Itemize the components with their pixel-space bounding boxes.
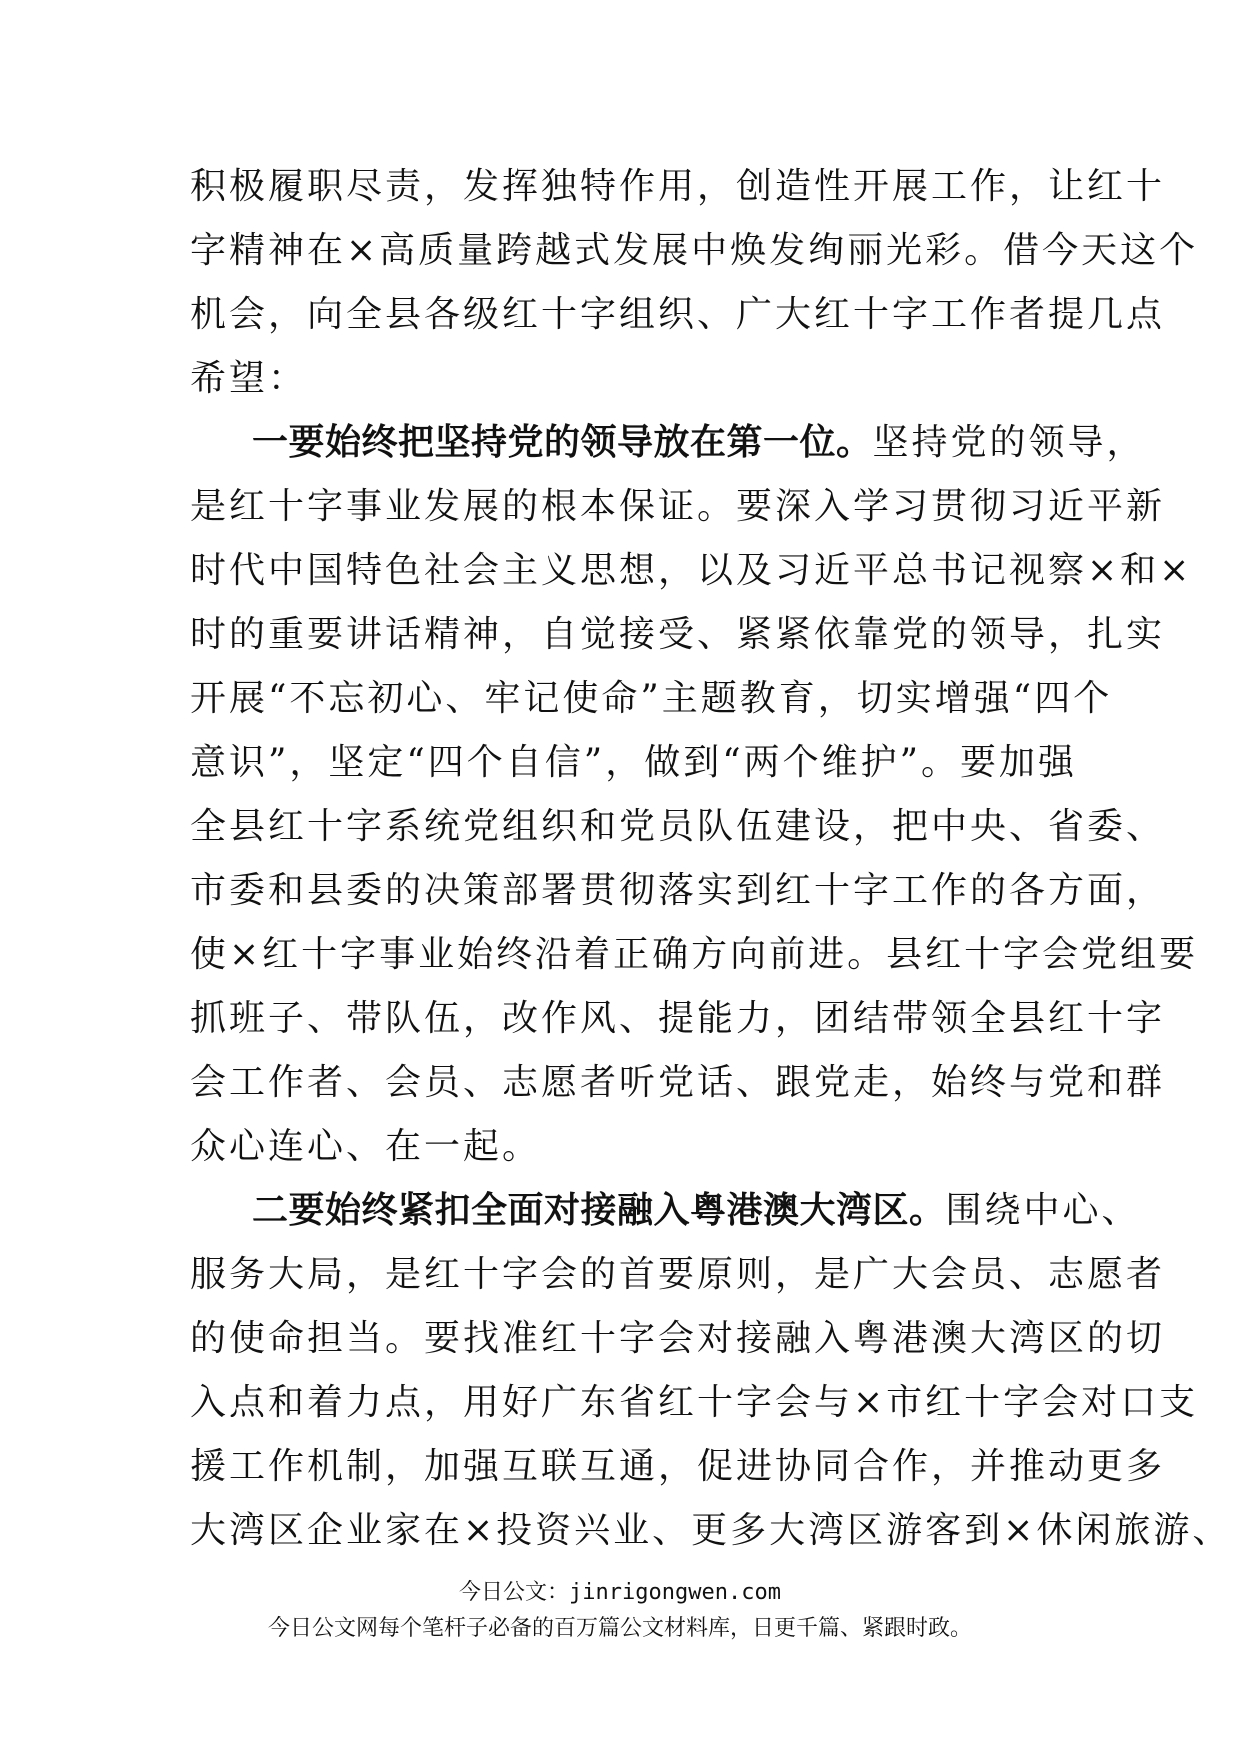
body-line: 全县红十字系统党组织和党员队伍建设，把中央、省委、 [190, 806, 1166, 847]
body-line: 希望： [190, 358, 308, 399]
footer-site-link[interactable]: jinrigongwen.com [569, 1580, 781, 1605]
body-line: 市委和县委的决策部署贯彻落实到红十字工作的各方面， [190, 870, 1166, 911]
body-line: 意识”，坚定“四个自信”，做到“两个维护”。要加强 [190, 742, 1078, 783]
body-line: 字精神在×高质量跨越式发展中焕发绚丽光彩。借今天这个 [190, 230, 1199, 271]
footer-slogan: 今日公文网每个笔杆子必备的百万篇公文材料库，日更千篇、紧跟时政。 [267, 1616, 972, 1641]
section-heading-2-continuation: 围绕中心、 [945, 1190, 1141, 1231]
body-line: 机会，向全县各级红十字组织、广大红十字工作者提几点 [190, 294, 1166, 335]
body-line: 使×红十字事业始终沿着正确方向前进。县红十字会党组要 [190, 934, 1199, 975]
section-heading-1-continuation: 坚持党的领导， [872, 422, 1146, 463]
section-heading-line [190, 411, 1146, 475]
body-line: 众心连心、在一起。 [190, 1126, 542, 1167]
body-line: 开展“不忘初心、牢记使命”主题教育，切实增强“四个 [190, 678, 1113, 719]
body-line: 是红十字事业发展的根本保证。要深入学习贯彻习近平新 [190, 486, 1166, 527]
section-heading-2: 二要始终紧扣全面对接融入粤港澳大湾区。 [252, 1190, 946, 1231]
body-line: 会工作者、会员、志愿者听党话、跟党走，始终与党和群 [190, 1062, 1166, 1103]
footer-site-line [0, 1578, 1240, 1608]
body-line: 入点和着力点，用好广东省红十字会与×市红十字会对口支 [190, 1382, 1199, 1423]
body-line: 时代中国特色社会主义思想，以及习近平总书记视察×和× [190, 550, 1193, 591]
footer-site-label: 今日公文： [459, 1580, 570, 1605]
body-line: 抓班子、带队伍，改作风、提能力，团结带领全县红十字 [190, 998, 1166, 1039]
section-heading-1: 一要始终把坚持党的领导放在第一位。 [252, 422, 873, 463]
section-heading-line [190, 1179, 1141, 1243]
body-line: 服务大局，是红十字会的首要原则，是广大会员、志愿者 [190, 1254, 1166, 1295]
body-line: 积极履职尽责，发挥独特作用，创造性开展工作，让红十 [190, 166, 1166, 207]
document-body [190, 155, 1232, 1563]
body-line: 大湾区企业家在×投资兴业、更多大湾区游客到×休闲旅游、 [190, 1510, 1232, 1551]
body-line: 的使命担当。要找准红十字会对接融入粤港澳大湾区的切 [190, 1318, 1166, 1359]
body-line: 援工作机制，加强互联互通，促进协同合作，并推动更多 [190, 1446, 1166, 1487]
body-line: 时的重要讲话精神，自觉接受、紧紧依靠党的领导，扎实 [190, 614, 1166, 655]
